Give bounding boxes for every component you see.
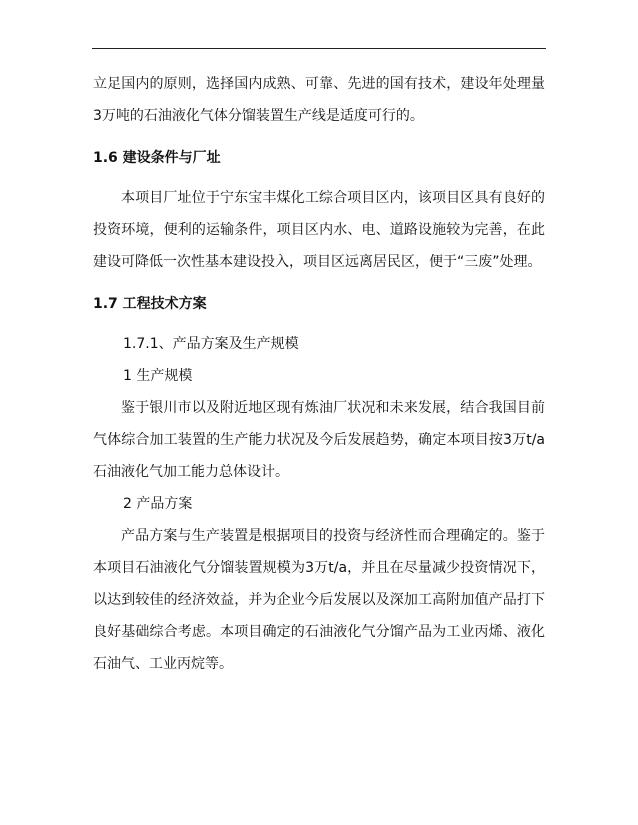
section-1-6-paragraph: 本项目厂址位于宁东宝丰煤化工综合项目区内，该项目区具有良好的投资环境，便利的运输条件，项目区内水、电、道路设施较为完善，在此建设可降低一次性基本建设投入，项目区远离居民区，便于“三废”处理。 xyxy=(93,190,545,270)
intro-paragraph: 立足国内的原则，选择国内成熟、可靠、先进的国有技术，建设年处理量3万吨的石油液化气体分馏装置生产线是适度可行的。 xyxy=(93,76,545,124)
item-2-paragraph: 产品方案与生产装置是根据项目的投资与经济性而合理确定的。鉴于本项目石油液化气分馏装置规模为3万t/a，并且在尽量减少投资情况下，以达到较佳的经济效益，并为企业今后发展以及深加工高附加值产品打下良好基础综合考虑。本项目确定的石油液化气分馏产品为工业丙烯、液化石油气、工业丙烷等。 xyxy=(93,528,545,672)
document-body xyxy=(93,68,545,680)
item-2-title: 2 产品方案 xyxy=(123,496,193,512)
section-1-6-heading: 1.6 建设条件与厂址 xyxy=(93,150,221,166)
subsection-1-7-1-title: 1.7.1、产品方案及生产规模 xyxy=(123,336,299,352)
header-rule xyxy=(92,48,546,49)
item-1-title: 1 生产规模 xyxy=(123,368,193,384)
section-1-7-heading: 1.7 工程技术方案 xyxy=(93,296,207,312)
item-1-paragraph: 鉴于银川市以及附近地区现有炼油厂状况和未来发展，结合我国目前气体综合加工装置的生产能力状况及今后发展趋势，确定本项目按3万t/a石油液化气加工能力总体设计。 xyxy=(93,400,545,480)
